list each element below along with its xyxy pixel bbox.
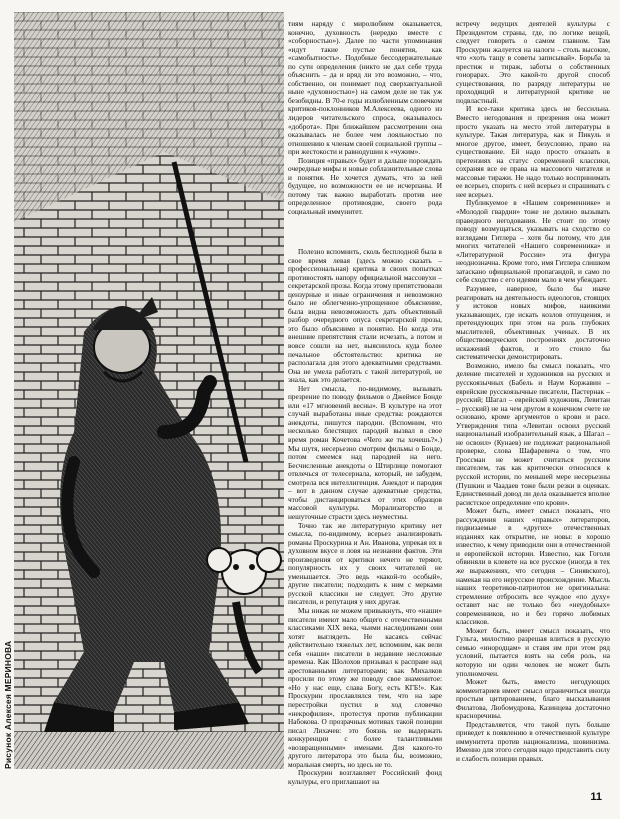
paragraph: Представляется, что такой путь больше приведет к появлению в отечественной культуре иммунитета против национализма, шовинизма. Именно для этого сегодня надо представить силу и слабость позиции правых.	[456, 719, 610, 764]
paragraph: И все-таки критика здесь не бессильна. Вместо негодования и презрения она может просто указать на место этой литературы в культуре. Такая литература, как и Пикуль и многое другое, имеет, безусловно, право на существование. Ей надо просто отказать в претензиях на статус современной классики, сохраняя все ее права на массового читателя и массовые тиражи. Не надо только воспринимать ее всерьез, спорить с ней всерьез и спрашивать с нее всерьез.	[456, 104, 610, 199]
paragraph: Возможно, имело бы смысл показать, что деление писателей и художников на русских и русскоязычных (Бабель и Наум Коржавин – еврейские русскоязычные писатели, Пастернак – русский; Шагал – еврейский художник, Левитан – русский) не на чем другом в конечном счете не основано, кроме аргументов о крови и расе. Утверждения типа «Левитан освоил русский национальный изобразительный язык, а Шагал – не освоил» (Кунаев) не подлежат рациональной проверке, слова Шафаревича о том, что Гроссман не может считаться русским писателем, так как критически относился к русской истории, по меньшей мере несерьезны (Пушкин и Чаадаев тоже были резки в оценках. Единственный довод ли дела оказывается вполне расистское определение «по крови».	[456, 360, 610, 507]
page-number: 11	[590, 791, 602, 803]
illustration-figure	[14, 12, 284, 769]
cartoon-drawing	[14, 12, 284, 769]
paragraph: Проскурин возглавляет Российский фонд культуры, его приглашают на	[288, 768, 442, 786]
paragraph: Может быть, вместо негодующих комментариев имеет смысл ограничиться иногда простым цитированием, благо высказывания Филатова, Любомудрова, Казинцева достаточно красноречивы.	[456, 677, 610, 721]
paragraph: Публикуемое в «Нашем современнике» и «Молодой гвардии» тоже не должно вызывать праведного негодования. Не стоит по этому поводу возмущаться, указывать на сходство со взглядами Гитлера – хотя бы потому, что для многих читателей «Нашего современника» и «Литературной России» эта фигура неоднозначна. Кроме того, имя Гитлера слишком затаскано официальной пропагандой, и само по себе сходство с его идеями мало в чем убеждает.	[456, 198, 610, 285]
paragraph: тиям наряду с миролюбием оказывается, конечно, духовность (нередко вместе с «соборностью»). Далее по части упоминания «идут такие пустые понятия, как «самобытность». Подобные бессодержательные по сути определения (никто не дал себе труда объяснить – да и вряд ли это возможно, – что, собственно, он понимает под сверхактуальной ныне «духовностью») на самом деле не так уж безобидны. В 70-е годы излюбленным словечком критиков-поклонников М.Алексеева, одного из лидеров читательского спроса, оказывалось «доброта». При ближайшем рассмотрении она оказывалась не более чем лояльностью по отношению к членам своей социальной группы – при жестокости и равнодушии к «чужим».	[288, 20, 442, 157]
paragraph: Точно так же литературную критику нет смысла, по-видимому, всерьез анализировать романы Проскурина и Ан. Иванова, упрекая их в духовном вкусе и ловя на незнании фактов. Эти произведения от критики нечего не теряют, популярность их у своих читателей не уменьшается. Это ведь «какой-то особый», другие писатели; подходить к ним с мерками русской классики не следует. Это другие писатели, и репутация у них другая.	[288, 520, 442, 607]
paragraph: Позиция «правых» будет и дальше порождать очередные мифы и новые соблазнительные слова и понятия. Не хочется думать, что за ней будущее, но возможности ее не исчерпаны. И потому так важно выработать против нее определенное противоядие, своего рода социальный иммунитет.	[288, 155, 442, 217]
article-column-middle-bottom	[288, 248, 442, 786]
paragraph: Разумнее, наверное, было бы иначе реагировать на деятельность идеологов, стоящих у истоков новых мифов, наивкими указывающих, где искать козлов отпущения, и претендующих при этом на роль глубоких мыслителей, объективных ученых. В их обществоведческих построениях достаточно искажений фактов, и это стоило бы систематически демонстрировать.	[456, 283, 610, 362]
paragraph: Полезно вспомнить, сколь бесплодной была в свое время левая (здесь можно сказать – профессиональная) критика в своих попытках противостоять напору официальной массовухи – секретарской прозы. Когда этому препятствовали цензурные и иные ограничения и невозможно было не облегченно-упрощенное объяснение, была видна невозможность дать объективный разбор очередного опуса секретарской прозы, это было объяснимо и понятно. Но когда эти внешние препятствия стали исчезать, а потом и вовсе сошли на нет, выяснилось куда более печальное обстоятельство: критика не располагала для этого адекватными средствами. Она не умела работать с такой литературой, не знала, как это делается.	[288, 248, 442, 385]
paragraph: Может быть, имеет смысл показать, что рассуждения наших «правых» литераторов, подвизаемые в «других» отечественных изданиях как открытие, не новы: в хорошо известно, к чему приводили они в отечественной и европейской истории. Известно, как Гоголя обвиняли в клевете на все русское (иногда в тех же выражениях, что сегодня – Синявского), намекая на его нерусское происхождение. Мысль наших теоретиков-патриотов не оригинальна: стремление отбросить все чуждое «по духу» оставит нас не только без «неудобных» современников, но и без горячо любимых классиков.	[456, 506, 610, 627]
paragraph: Нет смысла, по-видимому, вызывать презрение по поводу фильмов о Джеймсе Бонде или «17 мгновений весны». В культуре на этот случай выработаны иные средства: рождаются анекдоты, пишутся пародии. (Вспомним, что несколько блестящих пародий вызвал в свое время роман Кочетова «Чего же ты хочешь?».) Мы шутя, несерьезно смотрим фильмы о Бонде, потом смеемся над пародией на него. Бесчисленные анекдоты о Штирлице помогают отвлечься от телесериала, который, не забудем, смотрела вся интеллигенция. Анекдот и пародия – вот в данном случае адекватные средства, чтобы дистанцироваться от этих образцов массовой культуры. Морализаторство и нешуточные страсти здесь неуместны.	[288, 383, 442, 521]
illustration-credit: Рисунок Алексея МЕРИНОВА	[3, 640, 13, 769]
paragraph: Может быть, имеет смысл показать, что Гульга, милостиво разрешая влиться в русскую семью «инородцам» и ставя им при этом ряд условий, пытается взять на себя роль, на которую ни один человек не может быть уполномочен.	[456, 625, 610, 678]
paragraph: Мы никак не можем привыкнуть, что «наши» писатели имеют мало общего с отечественными классиками XIX века, чьими наследниками они хотят выглядеть. Не касаясь сейчас действительно тяжелых лет, вспомним, как вели себя «наши» писатели в недавние несложные времена. Как Шолохов призывал к расправе над арестованными литераторами; как Михалков просили по этому же поводу свое знаменитое: «Но у нас еще, слава Богу, есть КГБ!». Как Проскурин прославлялся тем, что на заре перестройки пустил в ход словечко «некрофилия», протестуя против публикации Набокова. О прозрачных мотивах такой позиции писал Лихачев: это боязнь не выдержать конкуренции с более талантливыми «возвращенными» именами. Для какого-то другого литератора это была бы, возможно, моральная смерть, но здесь не то.	[288, 605, 442, 769]
article-column-right	[456, 20, 610, 788]
article-column-middle-top	[288, 20, 442, 250]
paragraph: встречу ведущих деятелей культуры с Президентом страны, где, по логике вещей, следует говорить о самом главном. Там Проскурин жалуется на налоги – столь высокие, что «хоть тащу в советы записывай». Борьба за престиж и тираж, заботы о собственных гонорарах. Это какой-то другой способ существования, по разряду литературы не проходящий и литературной критике не подвластный.	[456, 20, 610, 105]
